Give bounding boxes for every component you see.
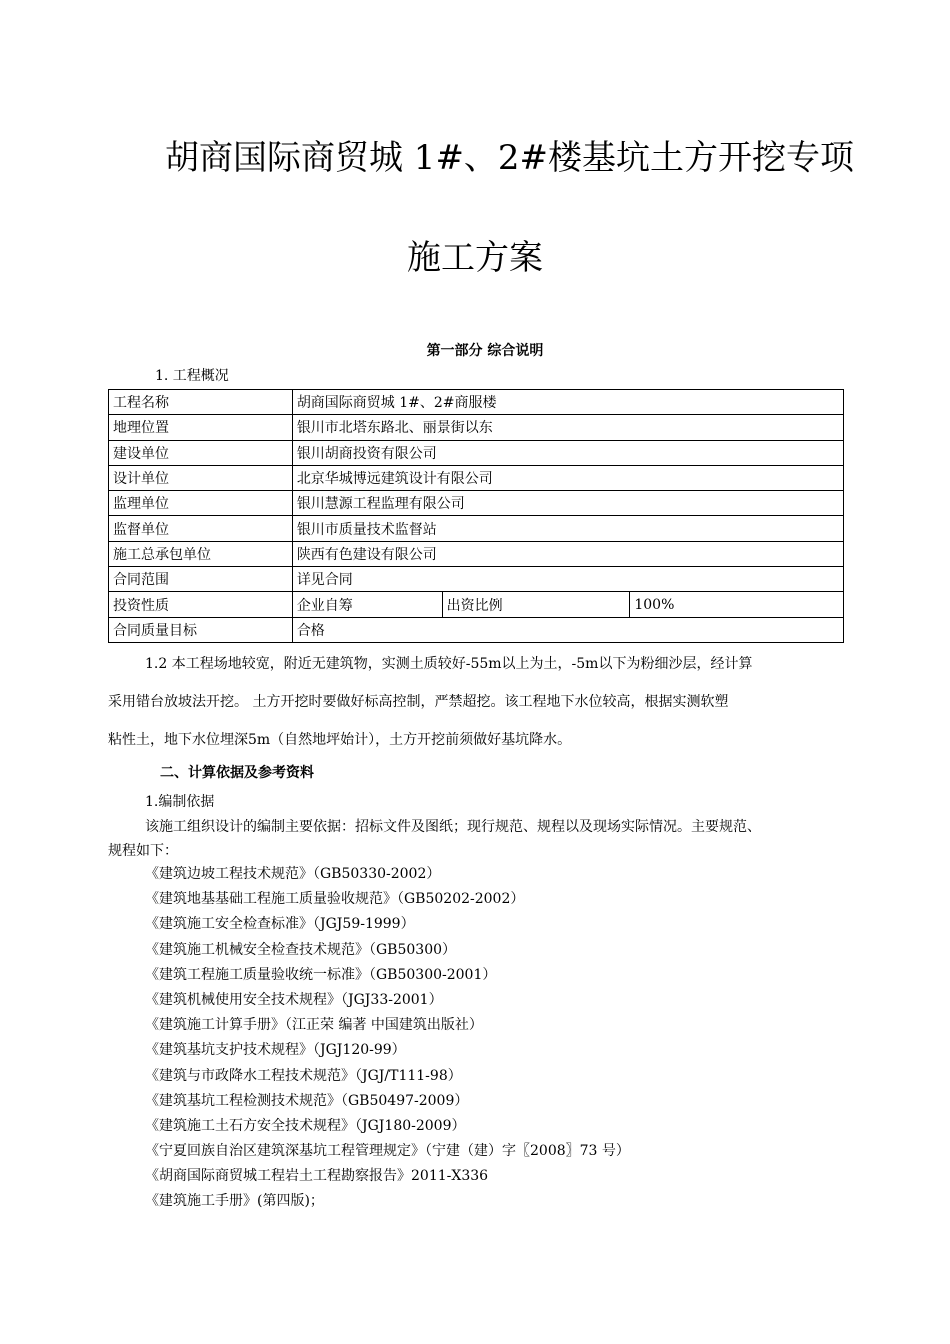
table-value: 合格 [292, 617, 843, 642]
section-heading-part-one: 第一部分 综合说明 [426, 343, 544, 359]
table-row [109, 491, 844, 516]
list-item: 《建筑施工安全检查标准》（JGJ59-1999） [145, 916, 415, 933]
project-info-table [108, 389, 844, 643]
subsection-heading-basis: 1.编制依据 [145, 794, 215, 810]
section-heading-basis: 二、计算依据及参考资料 [160, 765, 314, 781]
document-title-line-1: 胡商国际商贸城 1#、2#楼基坑土方开挖专项 [165, 138, 855, 178]
list-item: 《建筑边坡工程技术规范》（GB50330-2002） [145, 866, 441, 882]
table-row [109, 567, 844, 592]
list-item: 《宁夏回族自治区建筑深基坑工程管理规定》（宁建（建）字〖2008〗73 号） [145, 1143, 630, 1160]
table-label: 投资性质 [109, 592, 293, 617]
list-item: 《建筑基坑工程检测技术规范》（GB50497-2009） [145, 1092, 469, 1109]
list-item: 《建筑施工机械安全检查技术规范》（GB50300） [145, 941, 457, 958]
list-item: 《建筑机械使用安全技术规程》（JGJ33-2001） [145, 991, 443, 1008]
table-label: 监理单位 [109, 491, 293, 516]
list-item: 《建筑地基基础工程施工质量验收规范》（GB50202-2002） [145, 891, 525, 908]
table-row [109, 541, 844, 566]
table-label: 出资比例 [442, 592, 630, 617]
table-value: 胡商国际商贸城 1#、2#商服楼 [292, 390, 843, 415]
table-value: 银川慧源工程监理有限公司 [292, 491, 843, 516]
list-item: 《建筑工程施工质量验收统一标准》（GB50300-2001） [145, 966, 497, 983]
table-value: 100% [630, 592, 844, 617]
table-label: 工程名称 [109, 390, 293, 415]
table-value: 银川市北塔东路北、丽景街以东 [292, 415, 843, 440]
table-label: 合同质量目标 [109, 617, 293, 642]
subsection-heading-overview: 1. 工程概况 [155, 368, 229, 384]
table-value: 企业自筹 [292, 592, 442, 617]
list-item: 《建筑施工手册》(第四版)； [145, 1193, 324, 1210]
paragraph-line: 1.2 本工程场地较宽，附近无建筑物，实测土质较好-55m以上为土，-5m以下为粉细沙层，经计算 [145, 656, 753, 672]
basis-text-line: 该施工组织设计的编制主要依据：招标文件及图纸；现行规范、规程以及现场实际情况。主要规范、 [145, 819, 761, 835]
table-label: 地理位置 [109, 415, 293, 440]
table-value: 北京华城博远建筑设计有限公司 [292, 465, 843, 490]
list-item: 《建筑施工土石方安全技术规程》（JGJ180-2009） [145, 1117, 466, 1134]
list-item: 《建筑与市政降水工程技术规范》（JGJ/T111-98） [145, 1067, 462, 1084]
paragraph-line: 采用错台放坡法开挖。 土方开挖时要做好标高控制，严禁超挖。该工程地下水位较高，根据实测软塑 [108, 694, 729, 710]
table-row [109, 592, 844, 617]
basis-text-line: 规程如下： [108, 843, 178, 859]
table-label: 设计单位 [109, 465, 293, 490]
list-item: 《建筑施工计算手册》（江正荣 编著 中国建筑出版社） [145, 1017, 483, 1034]
table-row [109, 617, 844, 642]
table-label: 合同范围 [109, 567, 293, 592]
table-value: 银川胡商投资有限公司 [292, 440, 843, 465]
table-label: 监督单位 [109, 516, 293, 541]
table-value: 详见合同 [292, 567, 843, 592]
table-row [109, 415, 844, 440]
table-label: 施工总承包单位 [109, 541, 293, 566]
paragraph-line: 粘性土，地下水位埋深5m（自然地坪始计），土方开挖前须做好基坑降水。 [108, 732, 572, 748]
table-label: 建设单位 [109, 440, 293, 465]
table-row [109, 440, 844, 465]
table-row [109, 390, 844, 415]
list-item: 《胡商国际商贸城工程岩土工程勘察报告》2011-X336 [145, 1168, 489, 1185]
table-row [109, 516, 844, 541]
list-item: 《建筑基坑支护技术规程》（JGJ120-99） [145, 1042, 406, 1059]
document-title-line-2: 施工方案 [407, 238, 543, 278]
reference-list [145, 862, 630, 1215]
table-value: 银川市质量技术监督站 [292, 516, 843, 541]
table-row [109, 465, 844, 490]
table-value: 陕西有色建设有限公司 [292, 541, 843, 566]
